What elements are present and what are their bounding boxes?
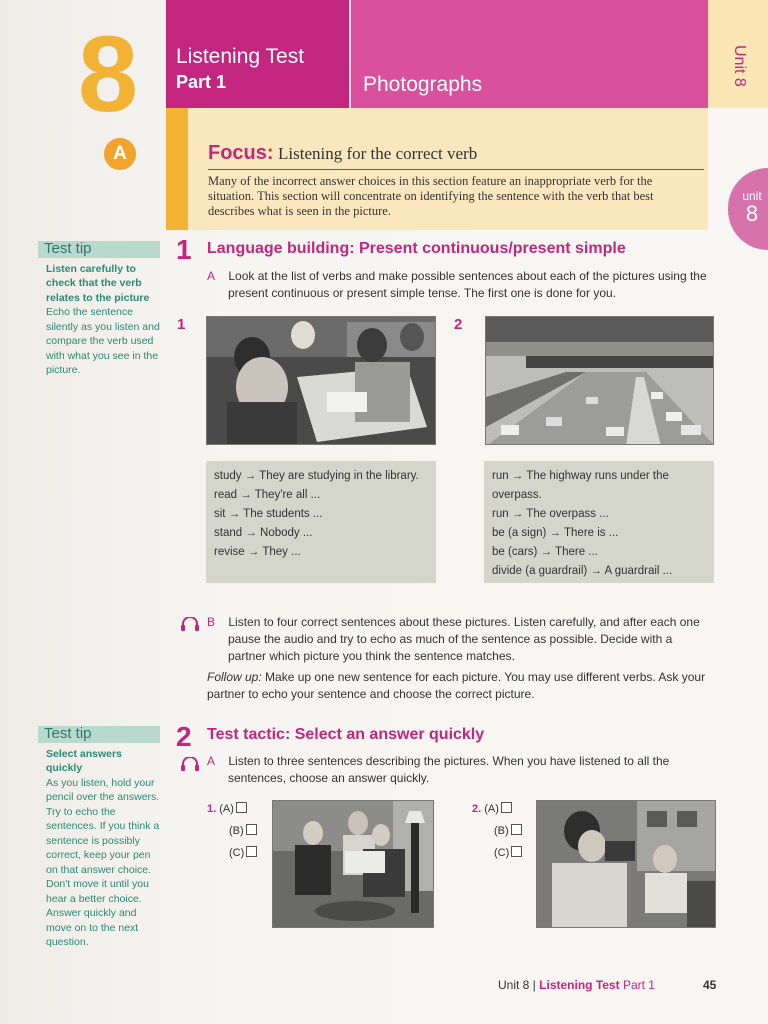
item-letter: B [207,615,216,629]
item-text: Listen to four correct sentences about these pictures. Listen carefully, and after each one pause the audio and try to echo as much of the sentence as possible. Decide with a partner which picture you think the sentence matches. [228,615,700,663]
option-b-label: (B) [494,825,509,837]
option-b-checkbox[interactable] [511,824,522,835]
unit-tab-label: Unit 8 [731,45,748,87]
follow-up-label: Follow up: [207,670,262,684]
test-tip-1 [38,241,160,378]
verb-line: divide (a guardrail) → A guardrail ... [492,565,673,577]
unit-number: 8 [78,13,135,134]
option-b-label: (B) [229,825,244,837]
tip-heading: Test tip [38,241,160,258]
header-topic: Photographs [363,73,483,96]
option-a-checkbox[interactable] [236,802,247,813]
test-tip-2 [38,726,160,950]
item-letter: A [207,269,216,283]
headphones-icon [180,617,200,631]
section-1b-instruction [207,614,712,665]
item-text: Listen to three sentences describing the pictures. When you have listened to all the sentences, choose an answer quickly. [228,754,670,785]
page-footer [498,978,655,992]
verb-line: stand → Nobody ... [214,527,313,539]
question-1-options [207,798,257,864]
option-c-label: (C) [494,847,510,859]
footer-part: Part 1 [622,978,655,992]
verb-line: run → The overpass ... [492,508,609,520]
verb-line: sit → The students ... [214,508,323,520]
item-text: Look at the list of verbs and make possible sentences about each of the pictures using the present continuous or present simple tense. The first one is done for you. [228,269,707,300]
library-photo [206,316,436,445]
footer-section: Listening Test [539,978,620,992]
tip-heading: Test tip [38,726,160,743]
section-1a-instruction [207,268,712,302]
footer-unit: Unit 8 | [498,978,536,992]
focus-label: Focus: [208,142,274,164]
option-c-checkbox[interactable] [246,846,257,857]
header-band [166,0,708,108]
verb-line: study → They are studying in the library. [214,470,419,482]
verb-box-1 [206,461,436,583]
verb-line: revise → They ... [214,546,301,558]
header-title: Listening Test [176,45,305,68]
option-c-label: (C) [229,847,245,859]
tip-bold-text: Select answers quickly [46,747,122,774]
follow-up [207,669,712,703]
focus-text: Listening for the correct verb [278,144,478,163]
verb-line: be (a sign) → There is ... [492,527,619,539]
option-c-checkbox[interactable] [511,846,522,857]
header-part: Part 1 [176,72,227,92]
tip-body-text: As you listen, hold your pencil over the answers. Try to echo the sentences. If you think a sentence is possibly correct, keep your pen on that answer choice. Don't move it until you hear a better choice. Answer quickly and move on to the next question. [46,776,160,948]
section-letter-badge: A [104,138,136,170]
highway-photo [485,316,714,445]
section-2a-instruction [207,753,715,787]
question-2-options [472,798,522,864]
item-letter: A [207,754,216,768]
headphones-icon [180,757,200,771]
option-a-label: (A) [219,803,234,815]
page-number: 45 [703,978,717,992]
focus-heading [208,142,704,170]
meeting-photo [272,800,434,928]
picture-1-number: 1 [177,316,186,333]
section-2-number: 2 [176,721,192,752]
focus-body: Many of the incorrect answer choices in this section feature an inappropriate verb for the situation. This section will concentrate on identifying the sentence with the verb that best describes what is seen in the picture. [208,174,654,218]
header-title-block [166,0,349,108]
tip-bold-text: Listen carefully to check that the verb relates to the picture [46,262,150,304]
option-a-checkbox[interactable] [501,802,512,813]
section-1-title: Language building: Present continuous/present simple [207,240,626,257]
question-number: 1. [207,803,217,815]
focus-accent-bar [166,108,188,230]
question-number: 2. [472,803,482,815]
office-phone-photo [536,800,716,928]
verb-line: run → The highway runs under the overpass. [492,470,669,501]
side-unit-number: 8 [745,201,759,226]
option-a-label: (A) [484,803,499,815]
follow-up-text: Make up one new sentence for each picture. You may use different verbs. Ask your partner to echo your sentence and choose the correct picture. [207,670,706,701]
side-unit-word: unit [742,189,762,203]
section-1-number: 1 [176,234,192,265]
verb-box-2 [484,461,714,583]
option-b-checkbox[interactable] [246,824,257,835]
section-2-title: Test tactic: Select an answer quickly [207,726,485,743]
picture-2-number: 2 [454,316,463,333]
header-topic-block [349,0,708,108]
tip-body-text: Echo the sentence silently as you listen and compare the verb used with what you see in the picture. [46,306,160,376]
verb-line: read → They're all ... [214,489,321,501]
verb-line: be (cars) → There ... [492,546,598,558]
